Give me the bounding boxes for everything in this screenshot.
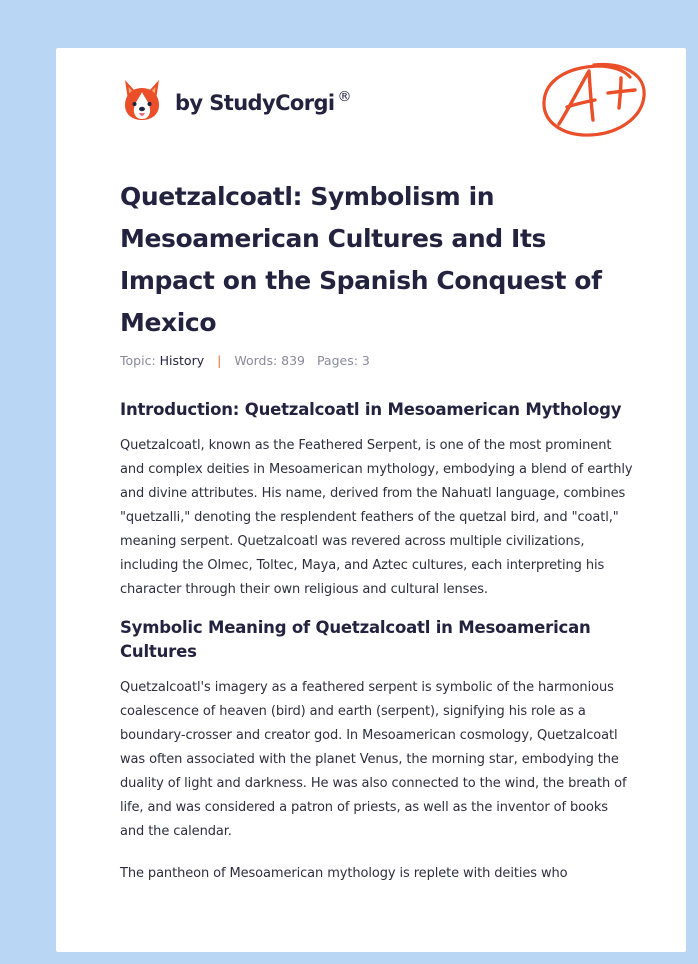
meta-separator: | [217,353,222,368]
section-heading-introduction: Introduction: Quetzalcoatl in Mesoamerican Mythology [120,400,622,419]
section-heading-symbolic-meaning: Symbolic Meaning of Quetzalcoatl in Mesoamerican Cultures [120,618,591,661]
pages-label: Pages: [316,353,358,368]
page-count: 3 [361,353,370,368]
word-count: 839 [281,353,306,368]
studycorgi-logo[interactable] [122,76,351,124]
document-page [56,48,686,952]
essay-body [120,398,634,886]
topic-link[interactable]: History [159,353,205,368]
essay-title: Quetzalcoatl: Symbolism in Mesoamerican Cultures and Its Impact on the Spanish Conquest of Mexico [120,182,602,337]
section-paragraph-introduction: Quetzalcoatl, known as the Feathered Serpent, is one of the most prominent and complex deities in Mesoamerican mythology, embodying a blend of earthly and divine attributes. His name, derived from the Nahuatl language, combines "quetzalli," denoting the resplendent feathers of the quetzal bird, and "coatl," meaning serpent. Quetzalcoatl was revered across multiple civilizations, including the Olmec, Toltec, Maya, and Aztec cultures, each interpreting his character through their own religious and cultural lenses. [120,438,633,597]
words-label: Words: [234,353,278,368]
section-paragraph-pantheon: The pantheon of Mesoamerican mythology is replete with deities who [120,866,568,881]
essay-meta [120,353,370,368]
topic-label: Topic: [120,353,156,368]
a-plus-grade-stamp [538,58,650,142]
registered-mark: ® [337,89,351,105]
corgi-logo-icon [122,78,162,122]
section-paragraph-symbolic-meaning: Quetzalcoatl's imagery as a feathered serpent is symbolic of the harmonious coalescence of heaven (bird) and earth (serpent), signifying his role as a boundary-crosser and creator god. In Mesoamerican cosmology, Quetzalcoatl was often associated with the planet Venus, the morning star, embodying the duality of light and darkness. He was also connected to the wind, the breath of life, and was considered a patron of priests, as well as the inventor of books and the calendar. [120,680,627,839]
brand-name: by StudyCorgi [175,91,335,115]
